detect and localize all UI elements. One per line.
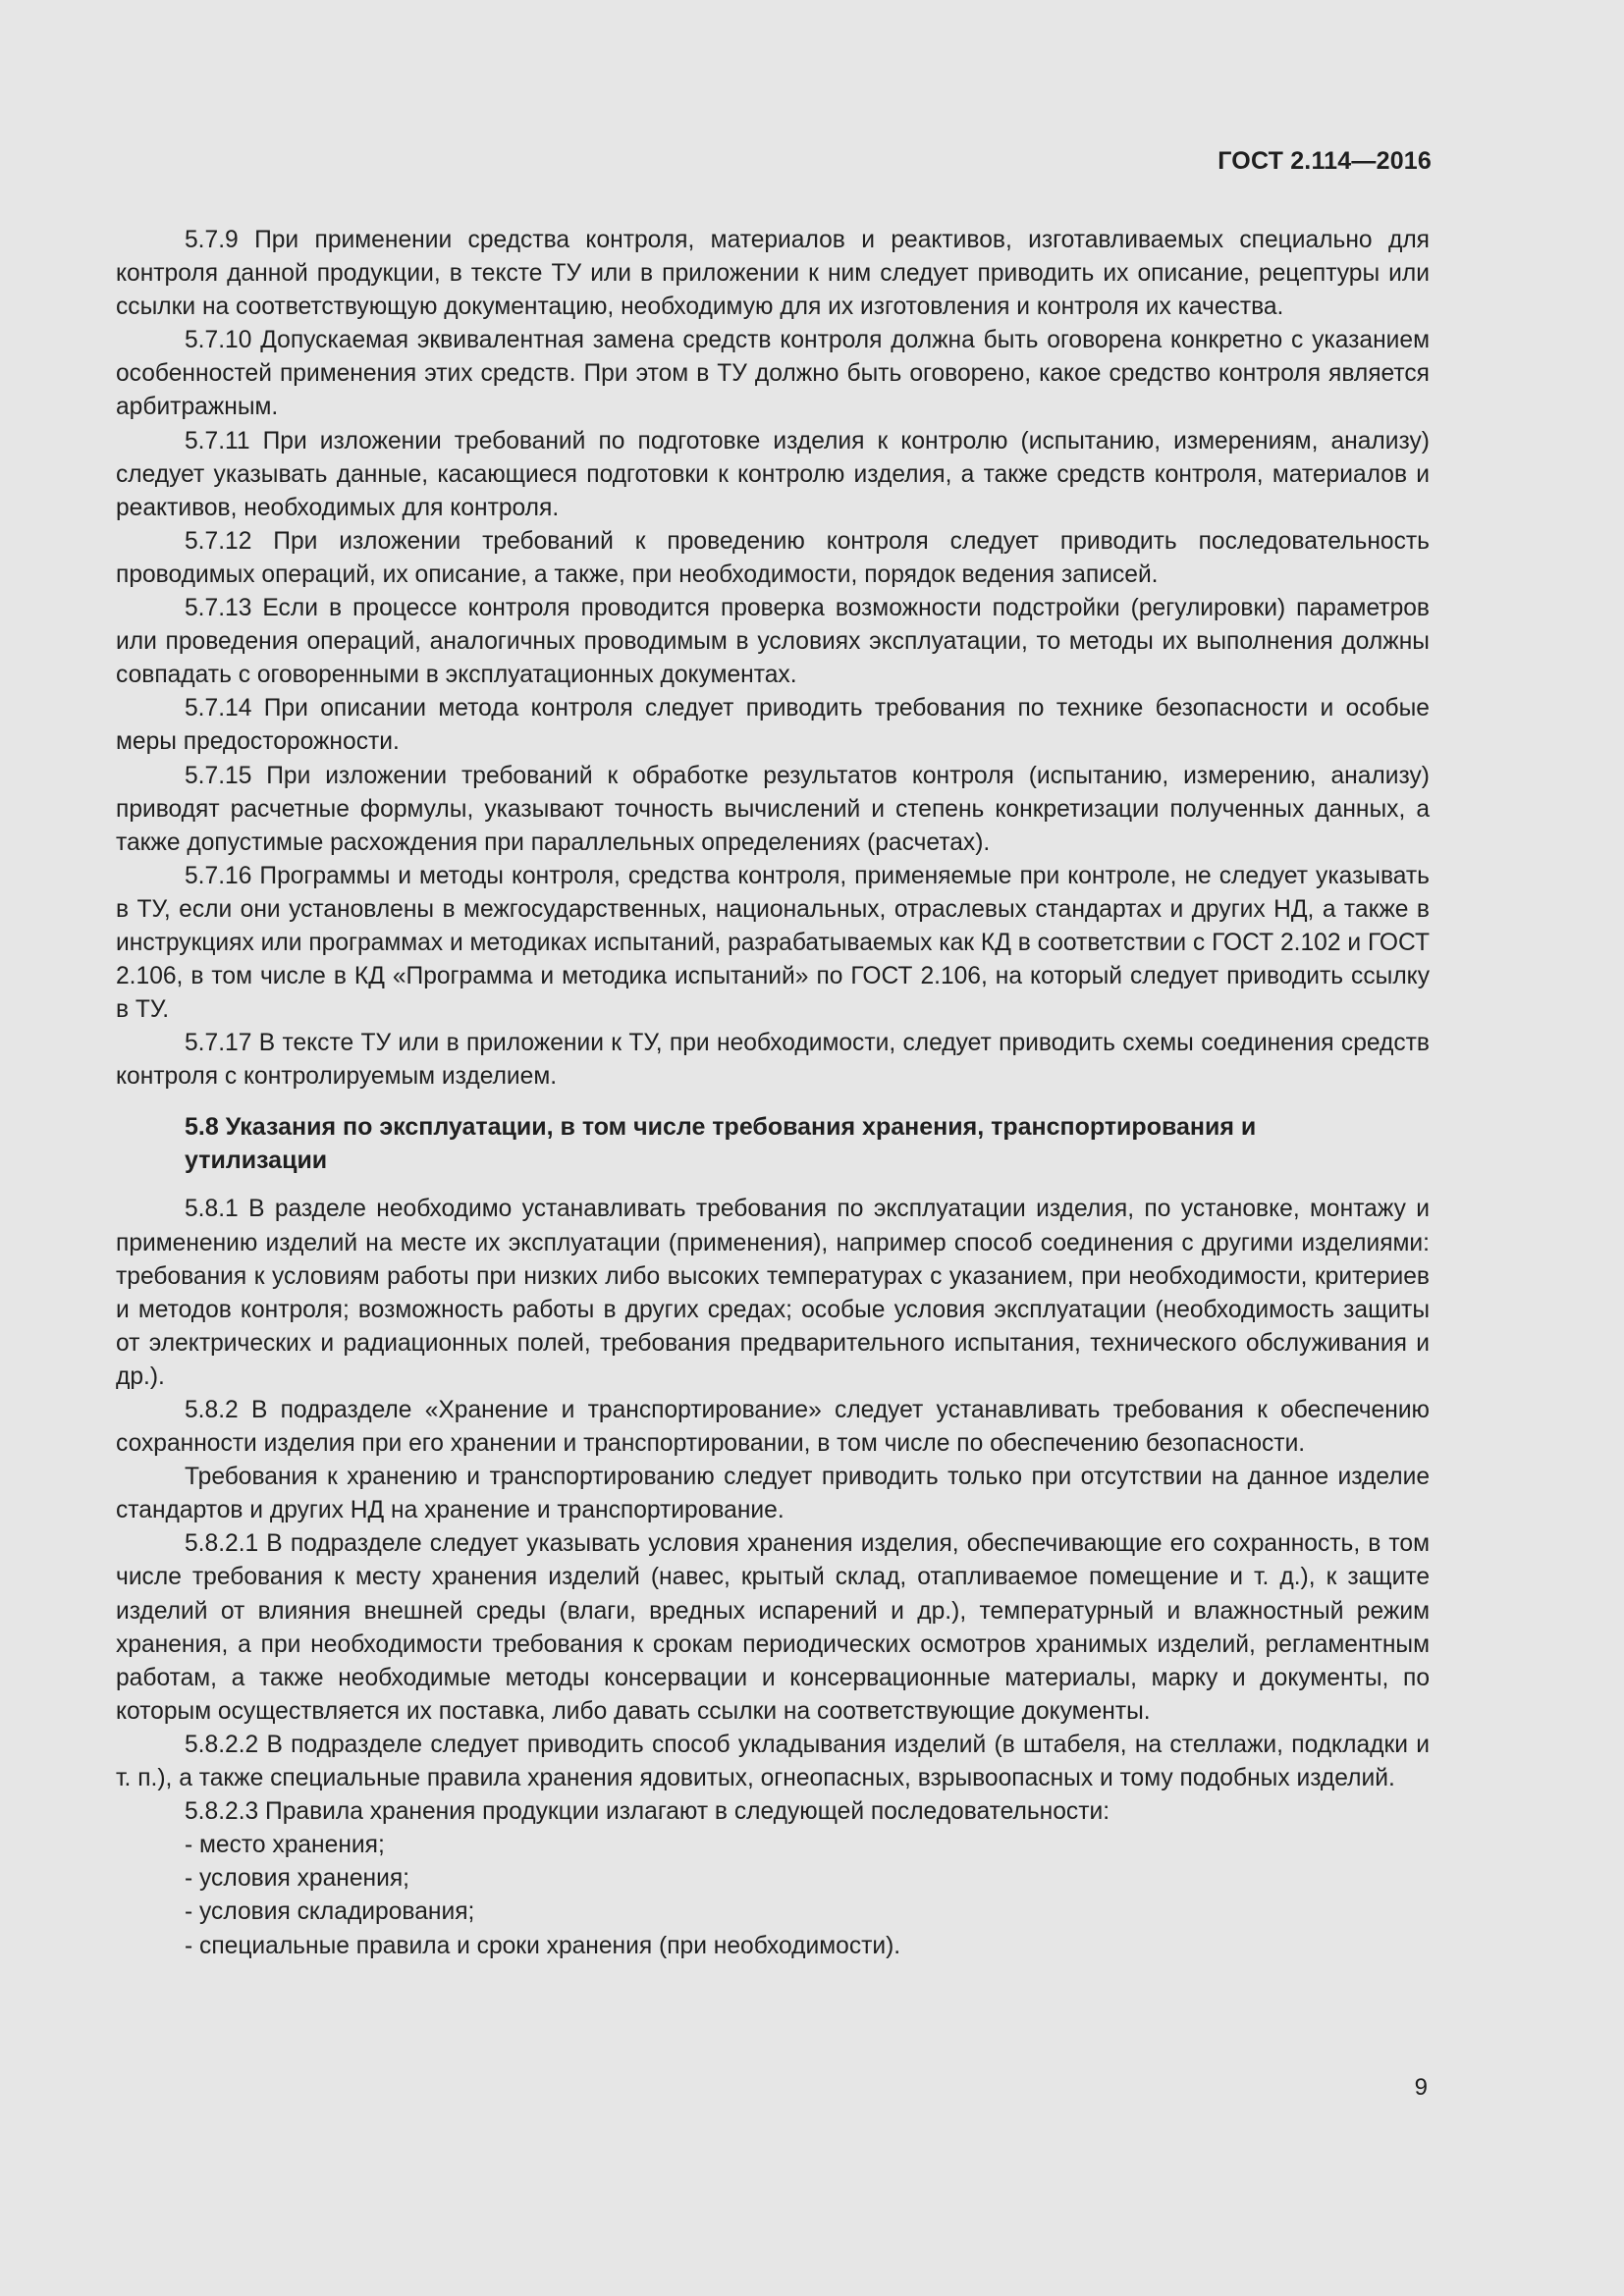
- spacer: [116, 1094, 1430, 1110]
- list-item: - условия хранения;: [185, 1865, 409, 1893]
- list-item: - специальные правила и сроки хранения (при необходимости).: [185, 1932, 901, 1959]
- document-body: [116, 224, 1430, 1963]
- paragraph-5-7-10: 5.7.10 Допускаемая эквивалентная замена средств контроля должна быть оговорена конкретно с указанием особенностей применения этих средств. При этом в ТУ должно быть оговорено, какое средство контроля является арбитражным.: [116, 327, 1430, 421]
- paragraph-5-8-2-2: 5.8.2.2 В подразделе следует приводить способ укладывания изделий (в штабеля, на стеллажи, подкладки и т. п.), а также специальные правила хранения ядовитых, огнеопасных, взрывоопасных и тому подобных изделий.: [116, 1731, 1430, 1792]
- paragraph-5-8-1: 5.8.1 В разделе необходимо устанавливать требования по эксплуатации изделия, по установке, монтажу и применению изделий на месте их эксплуатации (применения), например способ соединения с другими изделиями: требования к условиям работы при низких либо высоких температурах с указанием, при необходимости, критериев и методов контроля; возможность работы в других средах; особые условия эксплуатации (необходимость защиты от электрических и радиационных полей, требования предварительного испытания, технического обслуживания и др.).: [116, 1196, 1430, 1390]
- spacer: [116, 1177, 1430, 1193]
- paragraph-5-7-15: 5.7.15 При изложении требований к обработке результатов контроля (испытанию, измерению, анализу) приводят расчетные формулы, указывают точность вычислений и степень конкретизации полученных данных, а также допустимые расхождения при параллельных определениях (расчетах).: [116, 762, 1430, 856]
- paragraph-5-8-2-3: 5.8.2.3 Правила хранения продукции излагают в следующей последовательности:: [185, 1798, 1110, 1826]
- paragraph-5-7-16: 5.7.16 Программы и методы контроля, средства контроля, применяемые при контроле, не следует указывать в ТУ, если они установлены в межгосударственных, национальных, отраслевых стандартах и других НД, а также в инструкциях или программах и методиках испытаний, разрабатываемых как КД в соответствии с ГОСТ 2.102 и ГОСТ 2.106, в том числе в КД «Программа и методика испытаний» по ГОСТ 2.106, на который следует приводить ссылку в ТУ.: [116, 862, 1430, 1024]
- paragraph-5-8-2-1: 5.8.2.1 В подразделе следует указывать условия хранения изделия, обеспечивающие его сохранность, в том числе требования к месту хранения изделий (навес, крытый склад, отапливаемое помещение и т. д.), к защите изделий от влияния внешней среды (влаги, вредных испарений и др.), температурный и влажностный режим хранения, а при необходимости требования к срокам периодических осмотров хранимых изделий, регламентным работам, а также необходимые методы консервации и консервационные материалы, марку и документы, по которым осуществляется их поставка, либо давать ссылки на соответствующие документы.: [116, 1530, 1430, 1725]
- page-number: 9: [1414, 2074, 1428, 2101]
- paragraph-5-7-12: 5.7.12 При изложении требований к проведению контроля следует приводить последовательность проводимых операций, их описание, а также, при необходимости, порядок ведения записей.: [116, 527, 1430, 588]
- list-item: - место хранения;: [185, 1832, 385, 1859]
- paragraph-5-7-17: 5.7.17 В тексте ТУ или в приложении к ТУ, при необходимости, следует приводить схемы соединения средств контроля с контролируемым изделием.: [116, 1030, 1430, 1091]
- paragraph-5-8-2: 5.8.2 В подразделе «Хранение и транспортирование» следует устанавливать требования к обеспечению сохранности изделия при его хранении и транспортировании, в том числе по обеспечению безопасности.: [116, 1397, 1430, 1458]
- paragraph-storage-requirements: Требования к хранению и транспортированию следует приводить только при отсутствии на данное изделие стандартов и других НД на хранение и транспортирование.: [116, 1464, 1430, 1524]
- paragraph-5-7-11: 5.7.11 При изложении требований по подготовке изделия к контролю (испытанию, измерениям, анализу) следует указывать данные, касающиеся подготовки к контролю изделия, а также средств контроля, материалов и реактивов, необходимых для контроля.: [116, 427, 1430, 521]
- list-item: - условия складирования;: [185, 1898, 475, 1926]
- paragraph-5-7-9: 5.7.9 При применении средства контроля, материалов и реактивов, изготавливаемых специально для контроля данной продукции, в тексте ТУ или в приложении к ним следует приводить их описание, рецептуры или ссылки на соответствующую документацию, необходимую для их изготовления и контроля их качества.: [116, 227, 1430, 321]
- paragraph-5-7-14: 5.7.14 При описании метода контроля следует приводить требования по технике безопасности и особые меры предосторожности.: [116, 695, 1430, 756]
- section-heading-5-8: 5.8 Указания по эксплуатации, в том числе требования хранения, транспортирования и утилизации: [185, 1113, 1257, 1175]
- document-code-header: ГОСТ 2.114—2016: [1218, 147, 1432, 175]
- paragraph-5-7-13: 5.7.13 Если в процессе контроля проводится проверка возможности подстройки (регулировки) параметров или проведения операций, аналогичных проводимым в условиях эксплуатации, то методы их выполнения должны совпадать с оговоренными в эксплуатационных документах.: [116, 595, 1430, 689]
